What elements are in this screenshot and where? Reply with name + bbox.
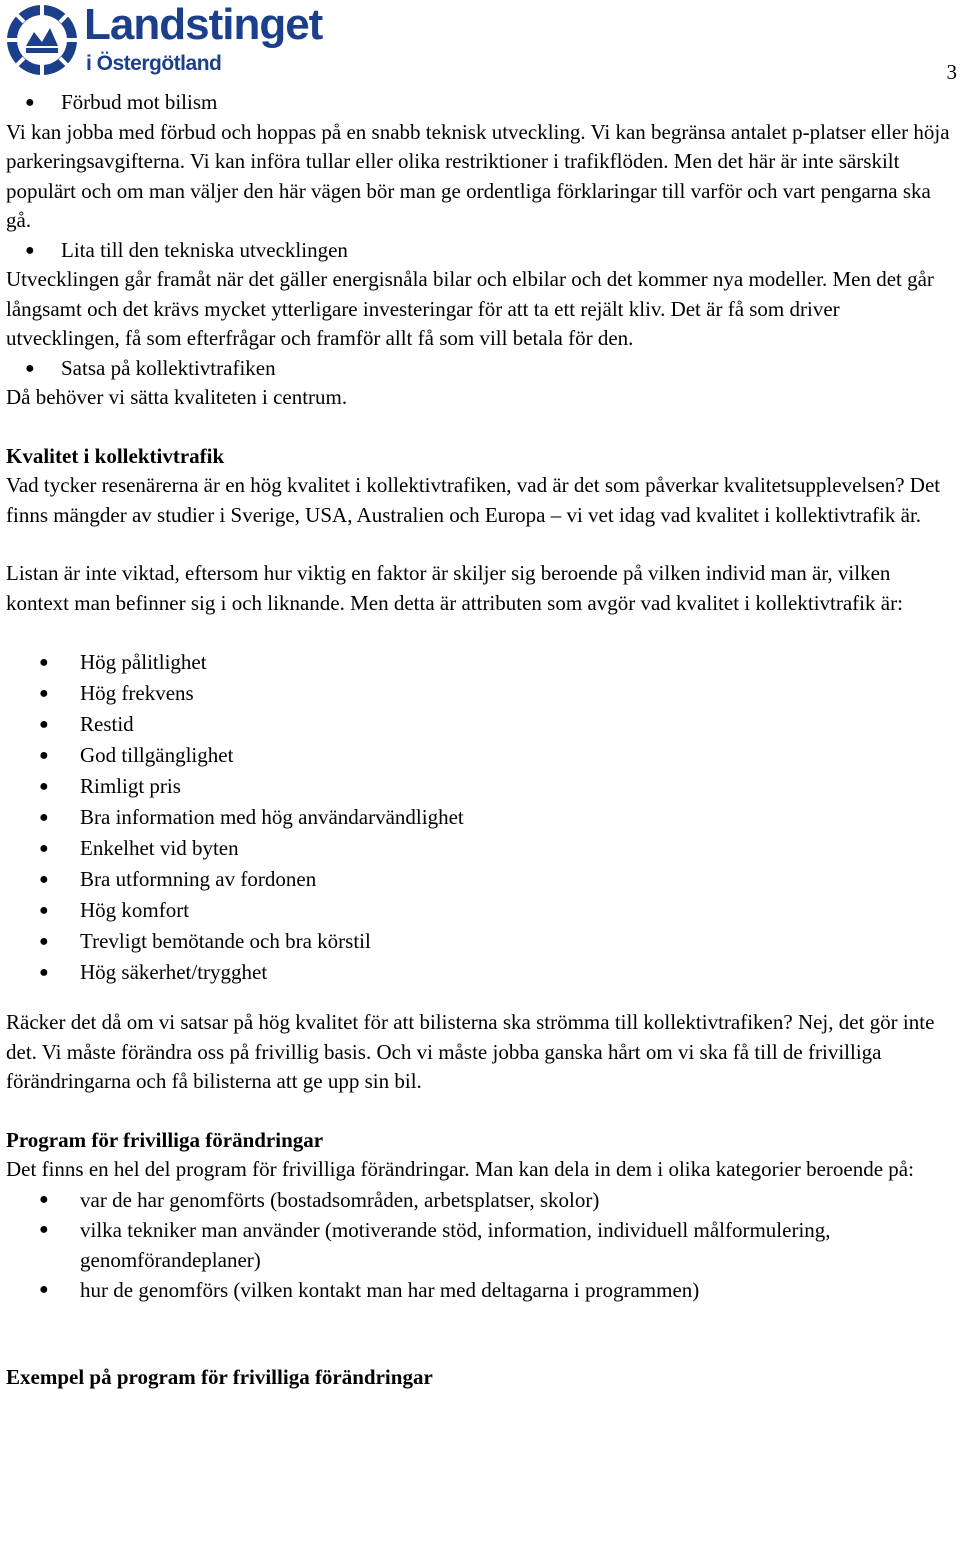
program-categories-list [6,1185,958,1305]
paragraph: Räcker det då om vi satsar på hög kvalitet för att bilisterna ska strömma till kollektivtrafiken? Nej, det gör inte det. Vi måste förändra oss på frivillig basis. Och vi måste jobba ganska hårt om vi ska få till de frivilliga förändringarna och få bilisterna att ge upp sin bil. [6,1010,935,1093]
list-item: ● Enkelhet vid byten [6,833,958,864]
option-text: Utvecklingen går framåt när det gäller energisnåla bilar och elbilar och det kommer nya modeller. Men det går långsamt och det krävs mycket ytterligare investeringar för att ta ett rejält kliv. Det är få som driver utvecklingen, få som efterfrågar och framför allt få som vill betala för den. [6,267,934,350]
bullet-icon: ● [39,778,49,795]
bullet-icon: ● [39,747,49,764]
section-heading: Program för frivilliga förändringar [6,1127,324,1152]
list-item: ● Restid [6,709,958,740]
option-text: Då behöver vi sätta kvaliteten i centrum. [6,385,348,409]
options-list [6,354,958,384]
list-item: ● Hög komfort [6,895,958,926]
page-number: 3 [946,60,957,84]
bullet-icon: ● [39,716,49,733]
option-item [6,88,958,118]
bullet-icon: ● [25,94,35,111]
landstinget-logo [4,2,324,80]
logo-emblem-icon [4,2,80,78]
option-title: Satsa på kollektivtrafiken [61,355,276,380]
option-title: Förbud mot bilism [61,90,218,114]
option-text: Vi kan jobba med förbud och hoppas på en snabb teknisk utveckling. Vi kan begränsa antalet p-platser eller höja parkeringsavgifterna. Vi kan införa tullar eller olika restriktioner i trafikflöden. Men det här är inte särskilt populärt och om man väljer den här vägen bör man ge ordentliga förklaringar till varför och vart pengarna ska gå. [6,119,950,232]
option-item [6,354,958,384]
bullet-icon: ● [39,809,49,826]
bullet-icon: ● [39,654,49,671]
bullet-icon: ● [39,933,49,950]
list-item: ● vilka tekniker man använder (motiverande stöd, information, individuell målformulering, genomförandeplaner) [6,1215,958,1275]
option-item [6,236,958,266]
bullet-icon: ● [39,1220,49,1238]
list-item: ● Bra information med hög användarvändlighet [6,802,958,833]
list-item: ● Hög säkerhet/trygghet [6,957,958,988]
bullet-icon: ● [25,359,35,377]
options-list [6,236,958,266]
bullet-icon: ● [39,685,49,702]
list-item: ● Hög pålitlighet [6,647,958,678]
bullet-icon: ● [39,1190,49,1208]
list-item: ● hur de genomförs (vilken kontakt man har med deltagarna i programmen) [6,1275,958,1305]
paragraph: Det finns en hel del program för frivilliga förändringar. Man kan dela in dem i olika kategorier beroende på: [6,1157,914,1181]
bullet-icon: ● [39,902,49,919]
bullet-icon: ● [39,871,49,888]
option-title: Lita till den tekniska utvecklingen [61,237,348,262]
section-heading: Kvalitet i kollektivtrafik [6,443,225,468]
bullet-icon: ● [25,241,35,259]
section-heading: Exempel på program för frivilliga förändringar [6,1364,433,1389]
list-item: ● Hög frekvens [6,678,958,709]
list-item: ● var de har genomförts (bostadsområden, arbetsplatser, skolor) [6,1185,958,1215]
bullet-icon: ● [39,1280,49,1298]
list-item: ● God tillgänglighet [6,740,958,771]
logo-title: Landstinget [84,0,323,49]
logo-subtitle: i Östergötland [86,52,222,75]
paragraph: Vad tycker resenärerna är en hög kvalitet i kollektivtrafiken, vad är det som påverkar kvalitetsupplevelsen? Det finns mängder av studier i Sverige, USA, Australien och Europa – vi vet idag vad kvalitet i kollektivtrafik är. [6,473,941,527]
bullet-icon: ● [39,840,49,857]
options-list [6,88,958,118]
list-item: ● Rimligt pris [6,771,958,802]
bullet-icon: ● [39,964,49,981]
document-body [6,88,958,1392]
list-item: ● Trevligt bemötande och bra körstil [6,926,958,957]
paragraph: Listan är inte viktad, eftersom hur viktig en faktor är skiljer sig beroende på vilken individ man är, vilken kontext man befinner sig i och liknande. Men detta är attributen som avgör vad kvalitet i kollektivtrafik är: [6,561,903,615]
list-item: ● Bra utformning av fordonen [6,864,958,895]
quality-attributes-list [6,647,958,988]
